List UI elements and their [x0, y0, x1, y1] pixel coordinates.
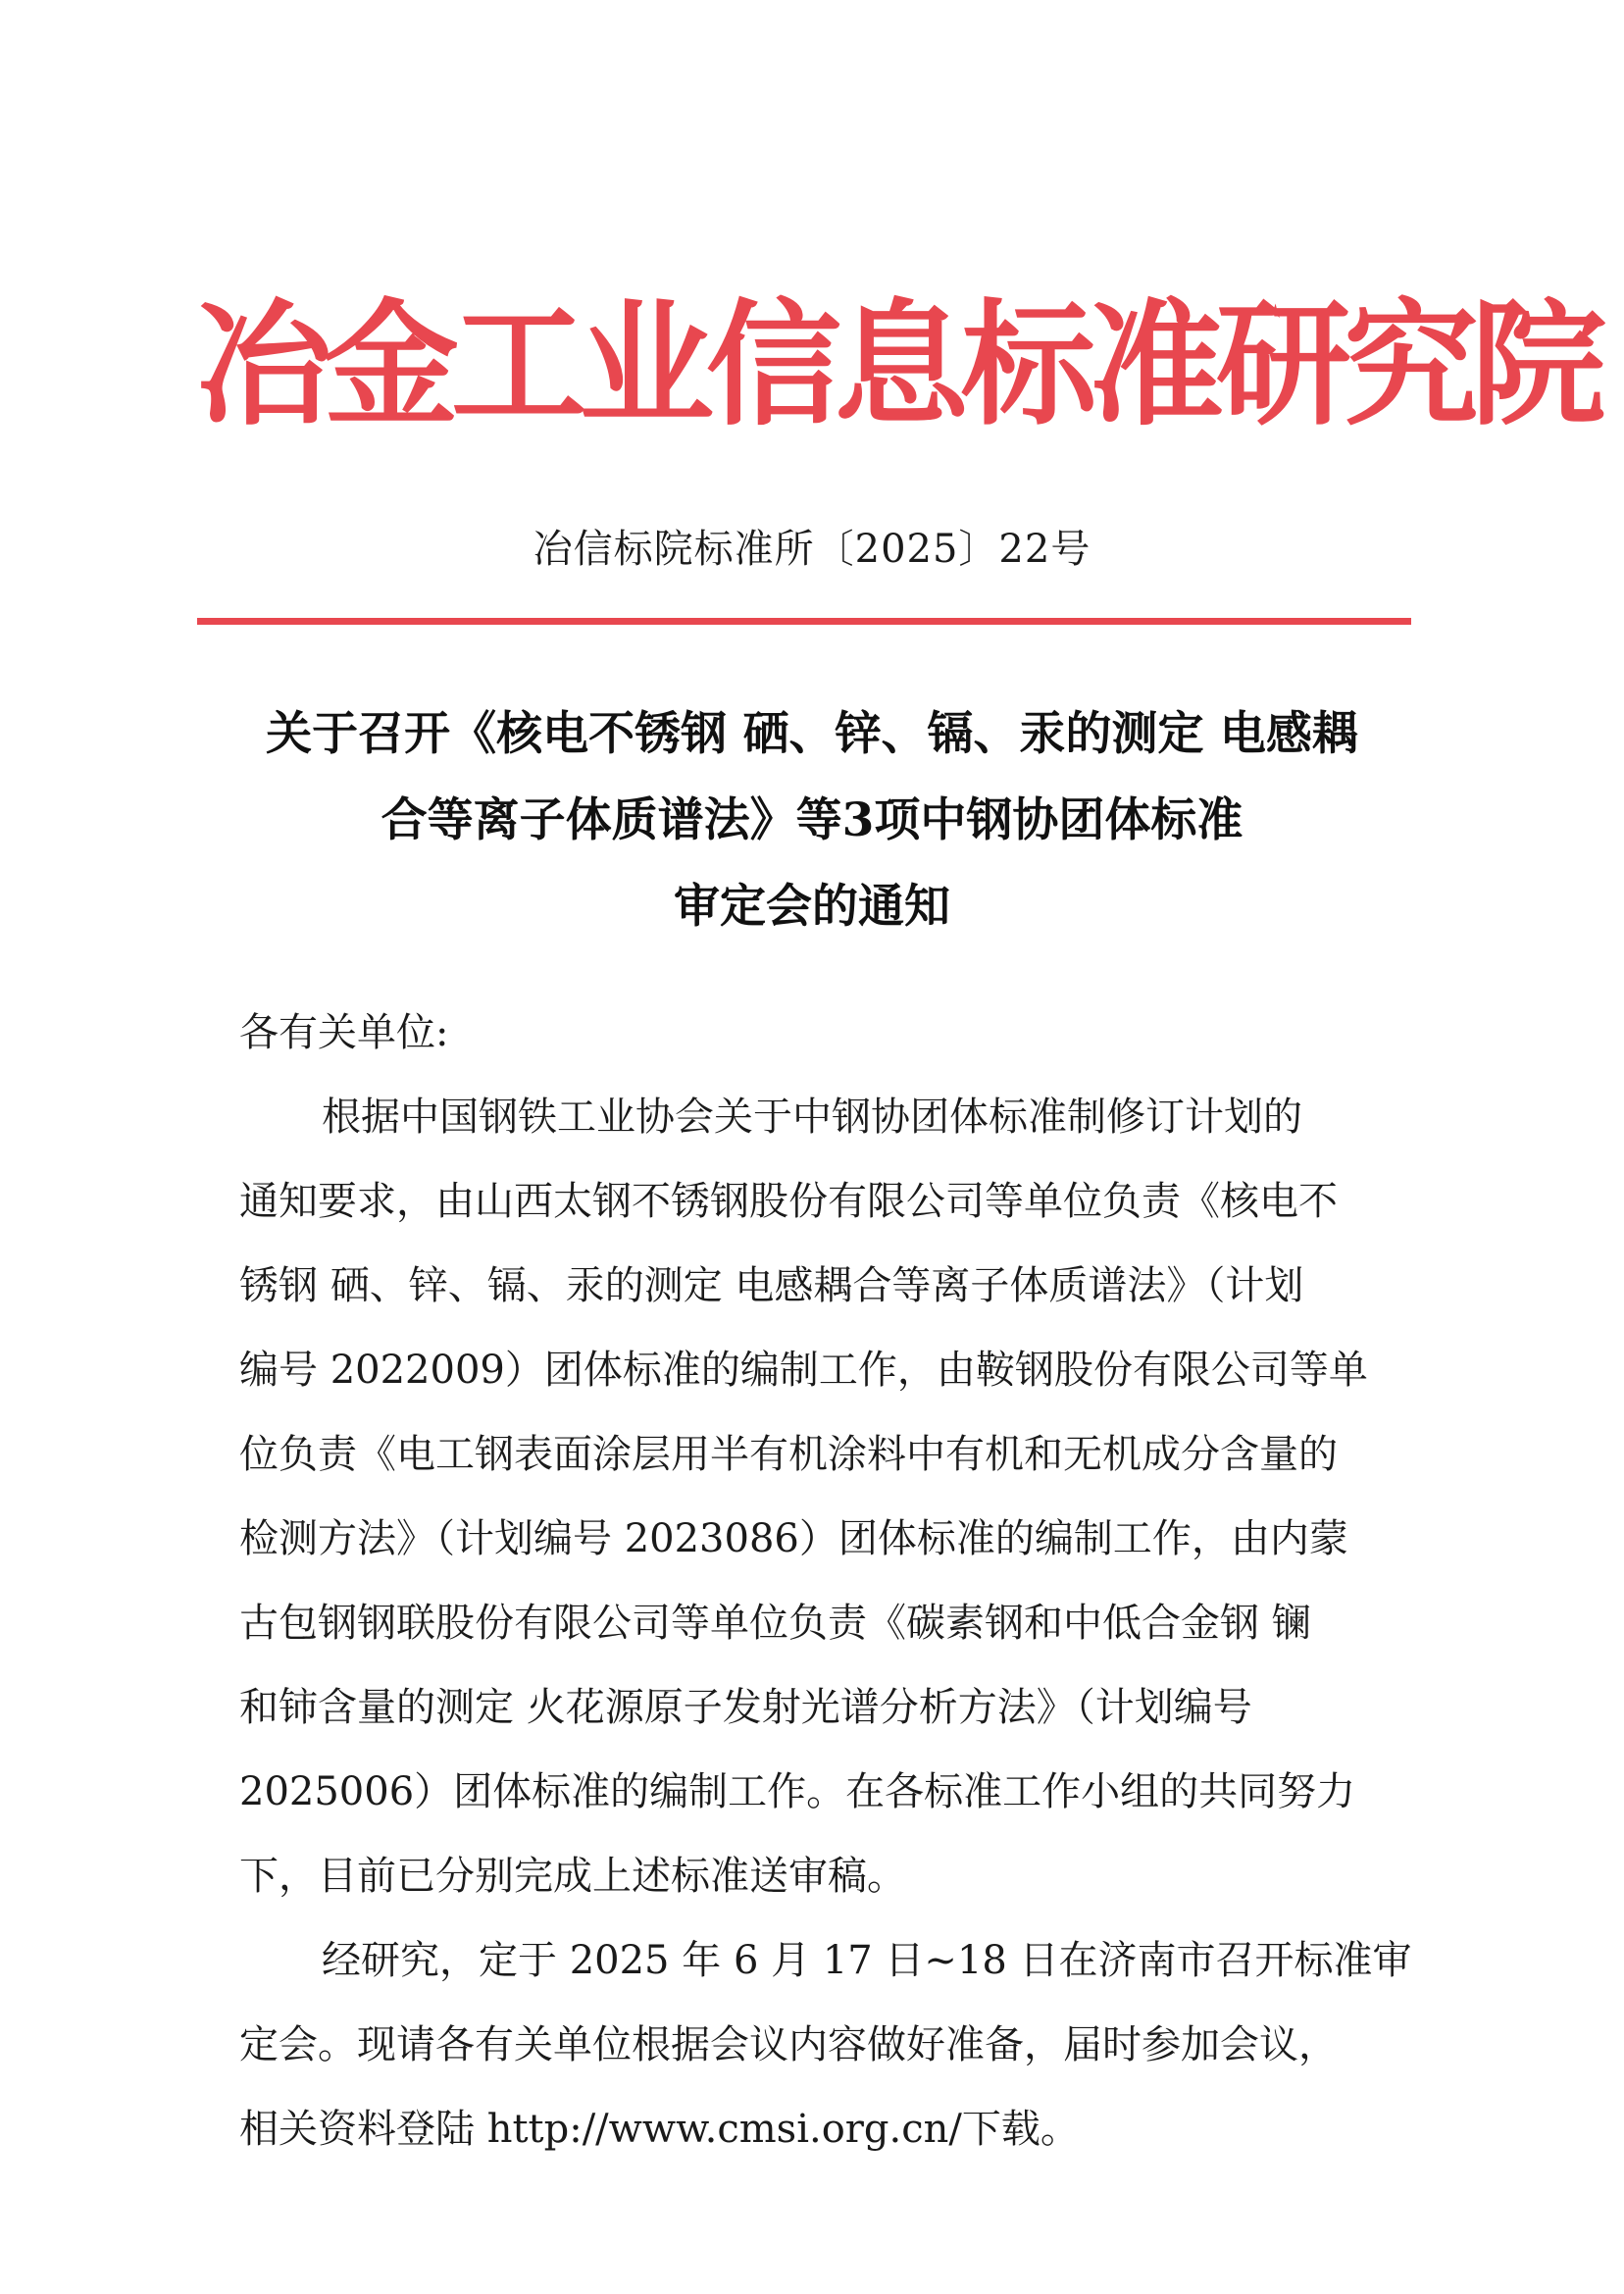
paragraph-line: 编号 2022009）团体标准的编制工作，由鞍钢股份有限公司等单	[239, 1348, 1368, 1393]
title-line: 审定会的通知	[674, 880, 950, 934]
paragraph-line: 古包钢钢联股份有限公司等单位负责《碳素钢和中低合金钢 镧	[239, 1601, 1311, 1646]
paragraph-line: 下，目前已分别完成上述标准送审稿。	[239, 1854, 906, 1899]
organization-masthead: 冶金工业信息标准研究院	[196, 286, 1599, 444]
notice-title	[226, 691, 1398, 950]
paragraph-line: 通知要求，由山西太钢不锈钢股份有限公司等单位负责《核电不	[239, 1179, 1338, 1224]
paragraph-line: 经研究，定于 2025 年 6 月 17 日~18 日在济南市召开标准审	[322, 1938, 1412, 1983]
paragraph-line: 锈钢 硒、锌、镉、汞的测定 电感耦合等离子体质谱法》（计划	[239, 1263, 1304, 1308]
document-number: 冶信标院标准所〔2025〕22号	[533, 527, 1091, 572]
notice-body	[239, 991, 1412, 2171]
paragraph-line: 和铈含量的测定 火花源原子发射光谱分析方法》（计划编号	[239, 1685, 1252, 1730]
title-line: 合等离子体质谱法》等3项中钢协团体标准	[381, 793, 1243, 847]
title-line: 关于召开《核电不锈钢 硒、锌、镉、汞的测定 电感耦	[266, 707, 1358, 761]
paragraph-line: 2025006）团体标准的编制工作。在各标准工作小组的共同努力	[239, 1769, 1356, 1814]
paragraph-line: 定会。现请各有关单位根据会议内容做好准备，届时参加会议，	[239, 2022, 1338, 2067]
download-link-line[interactable]: 相关资料登陆 http://www.cmsi.org.cn/下载。	[239, 2107, 1080, 2152]
salutation: 各有关单位:	[239, 1010, 449, 1055]
paragraph-line: 检测方法》（计划编号 2023086）团体标准的编制工作，由内蒙	[239, 1516, 1348, 1561]
red-divider-line	[197, 618, 1411, 625]
paragraph-line: 位负责《电工钢表面涂层用半有机涂料中有机和无机成分含量的	[239, 1432, 1338, 1477]
paragraph-line: 根据中国钢铁工业协会关于中钢协团体标准制修订计划的	[322, 1095, 1302, 1140]
